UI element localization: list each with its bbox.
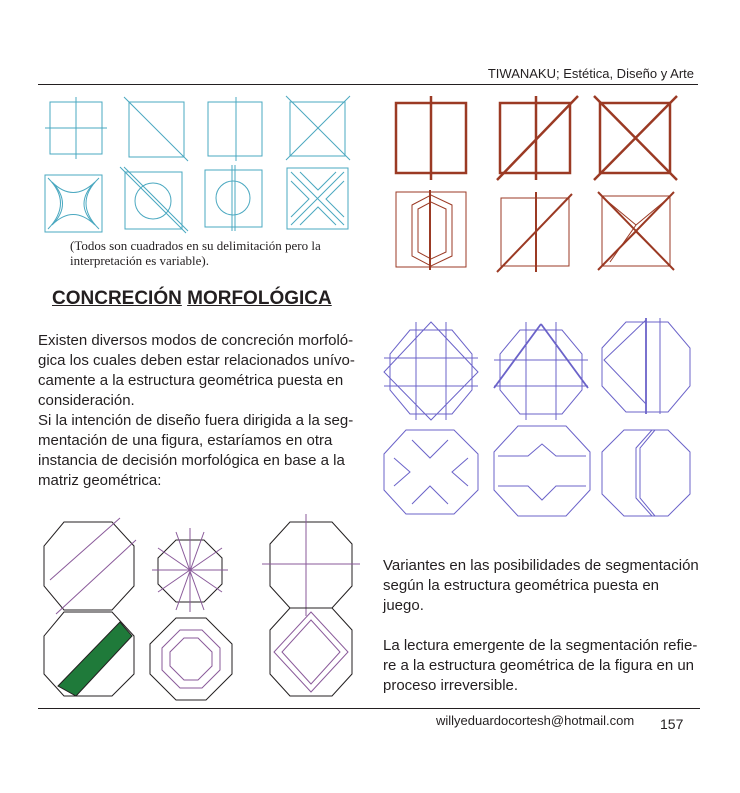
- blue-octagon-diamond-grid: [384, 322, 478, 420]
- brown-square-diagonal-thin: [497, 192, 572, 272]
- figure-caption: [70, 238, 370, 268]
- teal-square-multi-x: [287, 168, 348, 229]
- caption-line: (Todos son cuadrados en su delimitación pero la: [70, 238, 321, 253]
- brown-square-hexagon: [396, 190, 466, 270]
- section-title: [52, 288, 332, 310]
- teal-squares-group: [45, 96, 350, 233]
- body-line: Existen diversos modos de concreción morfoló-: [38, 332, 354, 349]
- octagon-rotated-square: [270, 608, 352, 696]
- body-line: instancia de decisión morfológica en base a la: [38, 452, 345, 469]
- right-paragraph-2: [383, 636, 713, 696]
- body-line: camente a la estructura geométrica puesta en: [38, 372, 344, 389]
- blue-octagon-cross-cut: [384, 430, 478, 514]
- octagon-star-lines: [152, 528, 228, 612]
- blue-octagon-vertical: [602, 318, 690, 414]
- right-line: re a la estructura geométrica de la figura en un: [383, 657, 695, 674]
- teal-square-diagonal: [124, 97, 188, 161]
- right-line: según la estructura geométrica puesta en: [383, 577, 659, 594]
- footer-email: willyeduardocortesh@hotmail.com: [436, 713, 635, 728]
- brown-square-x: [594, 96, 677, 180]
- teal-square-curved-star: [45, 175, 102, 232]
- body-line: matriz geométrica:: [38, 472, 162, 489]
- section-title-word: CONCRECIÓN: [52, 288, 182, 309]
- section-title-word: MORFOLÓGICA: [187, 288, 332, 309]
- body-line: gica los cuales deben estar relacionados unívo-: [38, 352, 355, 369]
- right-line: Variantes en las posibilidades de segmentación: [383, 557, 699, 574]
- bottom-octagons-group: [44, 514, 360, 700]
- blue-octagon-bridge: [494, 426, 590, 516]
- brown-squares-group: [396, 96, 677, 272]
- octagon-green-band: [44, 612, 134, 696]
- teal-square-circle-diagonal: [120, 167, 188, 233]
- teal-square-cross: [45, 97, 107, 159]
- body-line: consideración.: [38, 392, 135, 409]
- right-line: juego.: [383, 597, 424, 614]
- octagon-cross: [262, 514, 360, 616]
- teal-square-circle-vertical: [205, 165, 262, 231]
- teal-square-x: [286, 96, 350, 160]
- caption-line: interpretación es variable).: [70, 253, 209, 268]
- body-paragraph: [38, 331, 360, 491]
- brown-square-diagonal: [497, 96, 578, 180]
- right-paragraph-1: [383, 556, 713, 616]
- blue-octagon-side-cut: [602, 430, 690, 516]
- brown-square-star: [598, 192, 674, 270]
- body-line: mentación de una figura, estaríamos en otra: [38, 432, 333, 449]
- brown-square-vertical: [396, 96, 466, 180]
- blue-octagon-triangle: [494, 322, 588, 420]
- blue-octagons-group: [384, 318, 690, 516]
- teal-square-vertical: [208, 97, 262, 161]
- octagon-concentric: [150, 618, 232, 700]
- right-line: proceso irreversible.: [383, 677, 519, 694]
- octagon-double-diagonal: [44, 518, 136, 614]
- right-line: La lectura emergente de la segmentación refie-: [383, 637, 698, 654]
- body-line: Si la intención de diseño fuera dirigida a la seg-: [38, 412, 354, 429]
- footer-rule: [38, 708, 700, 709]
- page-number: 157: [660, 716, 684, 732]
- running-header: TIWANAKU; Estética, Diseño y Arte: [487, 66, 694, 81]
- right-column-text: [383, 556, 713, 716]
